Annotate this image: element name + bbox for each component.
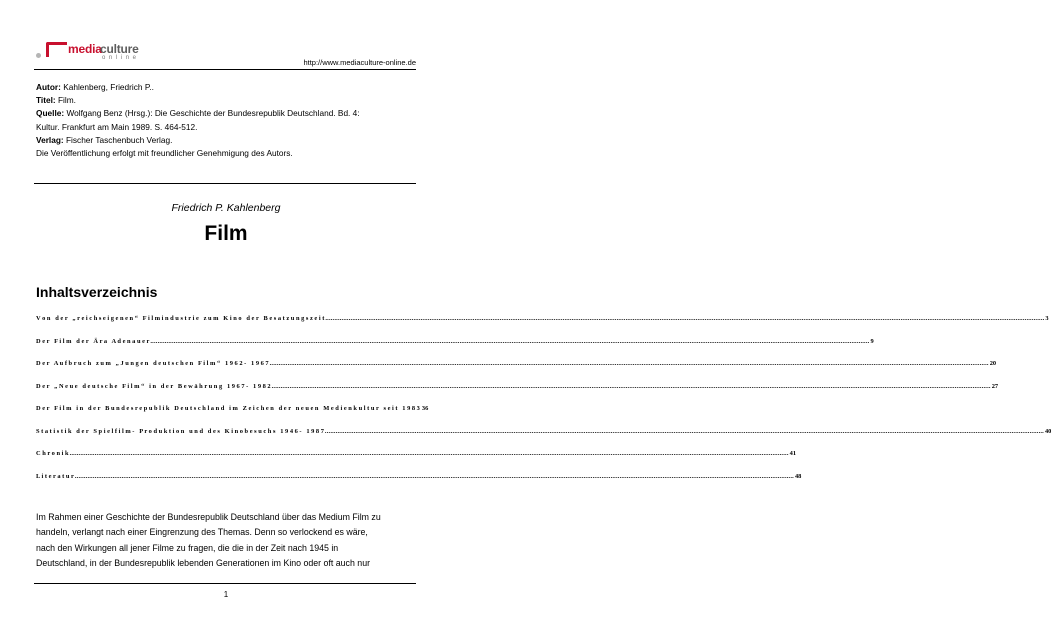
meta-autor xyxy=(36,81,416,94)
logo-bracket-icon xyxy=(46,42,67,57)
toc-entry[interactable] xyxy=(36,472,802,483)
toc-entry[interactable] xyxy=(36,427,1051,438)
toc-entry-page: 40 xyxy=(1044,427,1051,435)
body-line: handeln, verlangt nach einer Eingrenzung des Themas. Denn so verlockend es wäre, xyxy=(36,527,368,538)
toc-entry[interactable] xyxy=(36,315,1049,325)
toc-leader-dots: ................................................................................................................................................................................................................................................................................................................................................................................................................ xyxy=(325,315,1045,322)
header-url[interactable]: http://www.mediaculture-online.de xyxy=(303,58,416,67)
meta-quelle-value-2: Kultur. Frankfurt am Main 1989. S. 464-512. xyxy=(36,121,198,132)
logo-media-text: media xyxy=(68,42,102,56)
toc-entry[interactable] xyxy=(36,360,997,370)
toc-heading: Inhaltsverzeichnis xyxy=(36,284,158,300)
toc-entry-page: 9 xyxy=(870,337,874,345)
toc-leader-dots: ................................................................................................................................................................................................................................................................................................................................................................................................................ xyxy=(269,360,989,367)
meta-quelle-value-1: Wolfgang Benz (Hrsg.): Die Geschichte der Bundesrepublik Deutschland. Bd. 4: xyxy=(66,108,360,119)
logo-online-text: online xyxy=(102,55,140,61)
toc-entry-text: S t a t i s t i k d e r S p i e l f i l m - P r o d u k t i o n u n d d e s K i n o b e s u c h s 1 9 4 6 - 1 9 8 7 xyxy=(36,427,324,435)
header-divider xyxy=(34,69,416,70)
meta-quelle-cont xyxy=(36,121,416,134)
toc-entry-page: 3 xyxy=(1045,315,1049,322)
meta-titel-value: Film. xyxy=(57,95,76,106)
meta-verlag-label: Verlag: xyxy=(36,134,64,145)
meta-titel xyxy=(36,94,416,107)
author-name: Friedrich P. Kahlenberg xyxy=(171,202,281,214)
body-line: Im Rahmen einer Geschichte der Bundesrepublik Deutschland über das Medium Film zu xyxy=(36,512,381,522)
toc-entry-text: C h r o n i k xyxy=(36,450,69,457)
metadata-divider xyxy=(34,183,416,184)
toc-leader-dots: ................................................................................................................................................................................................................................................................................................................................................................................................................ xyxy=(324,427,1044,435)
page-number: 1 xyxy=(223,590,229,599)
footer-divider xyxy=(34,583,416,584)
mediaculture-logo xyxy=(36,42,176,68)
document-title: Film xyxy=(204,222,248,245)
toc-leader-dots: ................................................................................................................................................................................................................................................................................................................................................................................................................ xyxy=(69,450,789,457)
toc-leader-dots: ................................................................................................................................................................................................................................................................................................................................................................................................................ xyxy=(271,382,991,390)
toc-entry-page: 20 xyxy=(989,360,997,367)
meta-autor-value: Kahlenberg, Friedrich P.. xyxy=(63,82,154,92)
meta-verlag xyxy=(36,134,416,147)
toc-leader-dots: ................................................................................................................................................................................................................................................................................................................................................................................................................ xyxy=(74,472,794,480)
toc-entry[interactable] xyxy=(36,382,999,393)
meta-note: Die Veröffentlichung erfolgt mit freundlicher Genehmigung des Autors. xyxy=(36,148,293,159)
logo-culture-text: culture xyxy=(100,42,139,56)
metadata-block xyxy=(36,81,416,160)
body-paragraph xyxy=(36,510,418,572)
toc-entry-page: 27 xyxy=(991,382,999,390)
meta-quelle xyxy=(36,107,416,120)
meta-autor-label: Autor: xyxy=(36,82,61,92)
toc-entry-text: D e r F i l m d e r Ä r a A d e n a u e r xyxy=(36,337,150,345)
toc-entry-page: 36 xyxy=(421,405,429,412)
toc-entry[interactable] xyxy=(36,337,874,348)
toc-entry-text: L i t e r a t u r xyxy=(36,472,74,480)
toc-entry[interactable] xyxy=(36,405,429,415)
toc-entry-text: D e r F i l m i n d e r B u n d e s r e p u b l i k D e u t s c h l a n d i m Z e i c h e n d e r n e u e n M e d i e n k u l t u r s e i t 1 9 8 3 xyxy=(36,405,420,412)
toc-entry-text: D e r „ N e u e d e u t s c h e F i l m “ i n d e r B e w ä h r u n g 1 9 6 7 - 1 9 8 2 xyxy=(36,382,271,390)
body-line: Deutschland, in der Bundesrepublik lebenden Generationen im Kino oder oft auch nur xyxy=(36,558,371,569)
toc-leader-dots: ................................................................................................................................................................................................................................................................................................................................................................................................................ xyxy=(150,337,870,345)
meta-verlag-value: Fischer Taschenbuch Verlag. xyxy=(65,134,173,145)
body-line: nach den Wirkungen all jener Filme zu fragen, die die in der Zeit nach 1945 in xyxy=(36,542,339,553)
meta-quelle-label: Quelle: xyxy=(36,108,65,119)
toc-entry-page: 41 xyxy=(789,450,797,457)
logo-dot-icon xyxy=(36,53,41,58)
toc-entry-text: D e r A u f b r u c h z u m „ J u n g e n d e u t s c h e n F i l m “ 1 9 6 2 - 1 9 6 7 xyxy=(36,360,269,367)
toc-entry-page: 48 xyxy=(794,472,802,480)
toc-entry[interactable] xyxy=(36,450,797,460)
toc-entry-text: V o n d e r „ r e i c h s e i g e n e n “ F i l m i n d u s t r i e z u m K i n o d e r B e s a t z u n g s z e i t xyxy=(36,315,325,322)
meta-titel-label: Titel: xyxy=(36,95,56,106)
